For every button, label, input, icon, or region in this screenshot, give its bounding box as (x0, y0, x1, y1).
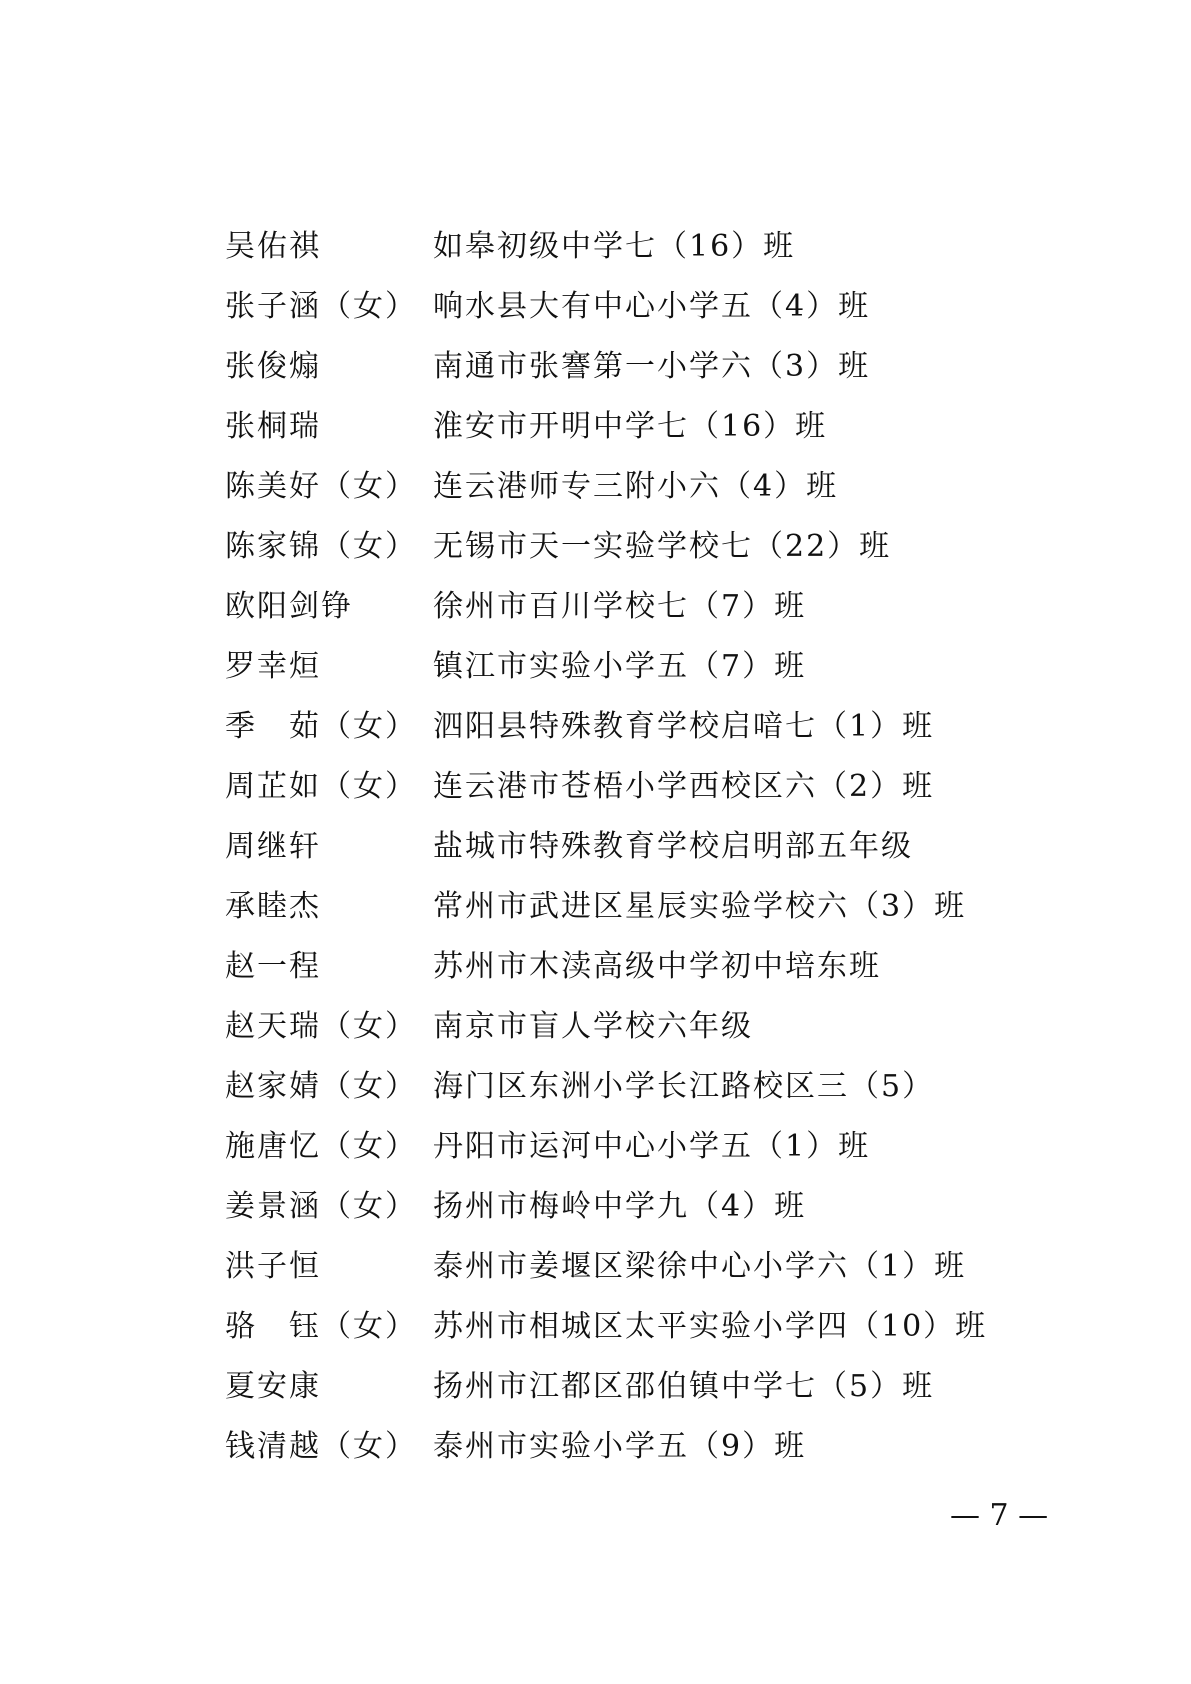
list-item (0, 1239, 1191, 1295)
list-item (0, 699, 1191, 755)
student-name: 骆 钰（女） (225, 1309, 417, 1344)
list-item (0, 1299, 1191, 1355)
student-name: 吴佑祺 (225, 229, 321, 264)
list-item (0, 1119, 1191, 1175)
list-item (0, 579, 1191, 635)
student-name: 季 茹（女） (225, 709, 417, 744)
student-name: 张桐瑞 (225, 409, 321, 444)
list-item (0, 819, 1191, 875)
student-name: 赵家婧（女） (225, 1069, 417, 1104)
student-school: 连云港市苍梧小学西校区六（2）班 (433, 769, 935, 804)
student-school: 响水县大有中心小学五（4）班 (433, 289, 871, 324)
list-item (0, 219, 1191, 275)
student-school: 常州市武进区星辰实验学校六（3）班 (433, 889, 967, 924)
list-item (0, 1059, 1191, 1115)
list-item (0, 999, 1191, 1055)
student-school: 扬州市梅岭中学九（4）班 (433, 1189, 807, 1224)
student-school: 丹阳市运河中心小学五（1）班 (433, 1129, 871, 1164)
student-name: 赵一程 (225, 949, 321, 984)
list-item (0, 399, 1191, 455)
student-name: 欧阳剑铮 (225, 589, 353, 624)
student-name: 周继轩 (225, 829, 321, 864)
student-school: 苏州市木渎高级中学初中培东班 (433, 949, 881, 984)
list-item (0, 459, 1191, 515)
list-item (0, 1179, 1191, 1235)
student-name: 陈家锦（女） (225, 529, 417, 564)
student-name: 承睦杰 (225, 889, 321, 924)
student-name: 罗幸烜 (225, 649, 321, 684)
student-school: 海门区东洲小学长江路校区三（5） (433, 1069, 935, 1104)
student-name: 姜景涵（女） (225, 1189, 417, 1224)
list-item (0, 1359, 1191, 1415)
student-name: 陈美好（女） (225, 469, 417, 504)
list-item (0, 339, 1191, 395)
student-school: 盐城市特殊教育学校启明部五年级 (433, 829, 913, 864)
list-item (0, 759, 1191, 815)
student-school: 泰州市姜堰区梁徐中心小学六（1）班 (433, 1249, 967, 1284)
student-name: 洪子恒 (225, 1249, 321, 1284)
list-item (0, 939, 1191, 995)
student-name: 施唐忆（女） (225, 1129, 417, 1164)
list-item (0, 879, 1191, 935)
student-school: 淮安市开明中学七（16）班 (433, 409, 828, 444)
student-name: 钱清越（女） (225, 1429, 417, 1464)
student-name: 周芷如（女） (225, 769, 417, 804)
student-school: 扬州市江都区邵伯镇中学七（5）班 (433, 1369, 935, 1404)
student-school: 南通市张謇第一小学六（3）班 (433, 349, 871, 384)
list-item (0, 639, 1191, 695)
list-item (0, 519, 1191, 575)
student-school: 连云港师专三附小六（4）班 (433, 469, 839, 504)
student-school: 镇江市实验小学五（7）班 (433, 649, 807, 684)
student-school: 徐州市百川学校七（7）班 (433, 589, 807, 624)
student-school: 泗阳县特殊教育学校启喑七（1）班 (433, 709, 935, 744)
list-item (0, 1419, 1191, 1475)
student-school: 无锡市天一实验学校七（22）班 (433, 529, 892, 564)
student-name: 张俊煽 (225, 349, 321, 384)
student-school: 南京市盲人学校六年级 (433, 1009, 753, 1044)
student-school: 如皋初级中学七（16）班 (433, 229, 796, 264)
student-school: 泰州市实验小学五（9）班 (433, 1429, 807, 1464)
student-name: 夏安康 (225, 1369, 321, 1404)
list-item (0, 279, 1191, 335)
student-name: 张子涵（女） (225, 289, 417, 324)
student-name: 赵天瑞（女） (225, 1009, 417, 1044)
page-number: — 7 — (950, 1498, 1049, 1533)
student-school: 苏州市相城区太平实验小学四（10）班 (433, 1309, 988, 1344)
